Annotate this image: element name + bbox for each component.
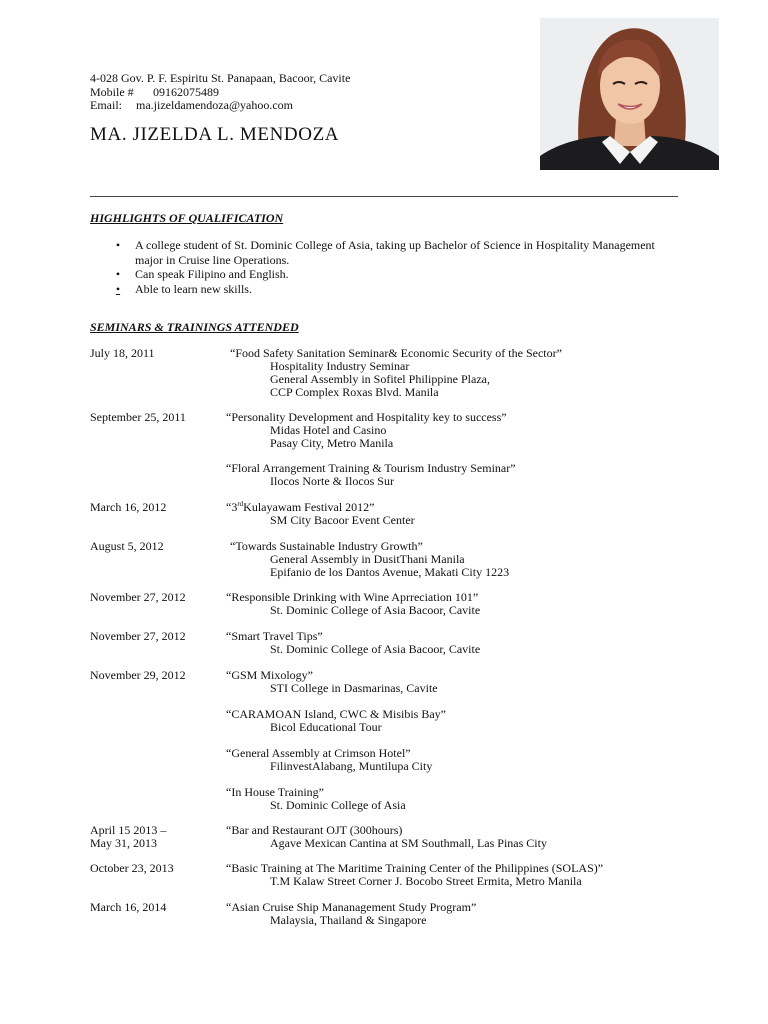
seminar-date: November 27, 2012 xyxy=(90,629,186,643)
seminar-details: St. Dominic College of Asia xyxy=(270,798,406,812)
seminar-date: November 29, 2012 xyxy=(90,668,186,682)
email-row xyxy=(90,99,350,113)
seminar-details: General Assembly in DusitThani Manila Epifanio de los Dantos Avenue, Makati City 1223 xyxy=(270,552,510,579)
bullet-icon: • xyxy=(115,267,121,281)
bullet-icon: • xyxy=(115,281,121,296)
seminar-details: SM City Bacoor Event Center xyxy=(270,513,415,527)
seminar-title: “Floral Arrangement Training & Tourism Industry Seminar” xyxy=(226,461,516,475)
seminar-title: “3rdKulayawam Festival 2012” xyxy=(226,500,375,514)
seminar-date: March 16, 2012 xyxy=(90,500,167,514)
seminar-title: “GSM Mixology” xyxy=(226,668,313,682)
seminar-date: September 25, 2011 xyxy=(90,410,186,424)
seminar-date: November 27, 2012 xyxy=(90,590,186,604)
seminars-heading: SEMINARS & TRAININGS ATTENDED xyxy=(90,320,299,334)
list-item: • A college student of St. Dominic College of Asia, taking up Bachelor of Science in Hospitality Management major in Cruise line Operations. xyxy=(112,238,672,267)
seminar-title: “Smart Travel Tips” xyxy=(226,629,323,643)
profile-photo xyxy=(540,18,719,170)
bullet-icon: • xyxy=(115,238,121,252)
mobile-row xyxy=(90,86,350,100)
seminar-title: “General Assembly at Crimson Hotel” xyxy=(226,746,411,760)
seminar-details: St. Dominic College of Asia Bacoor, Cavite xyxy=(270,642,481,656)
divider-line xyxy=(90,196,678,197)
seminar-details: St. Dominic College of Asia Bacoor, Cavite xyxy=(270,603,481,617)
seminar-details: Ilocos Norte & Ilocos Sur xyxy=(270,474,394,488)
address: 4-028 Gov. P. F. Espiritu St. Panapaan, Bacoor, Cavite xyxy=(90,71,351,85)
seminar-title: “Personality Development and Hospitality key to success” xyxy=(226,410,507,424)
seminar-title: “Bar and Restaurant OJT (300hours) xyxy=(226,823,403,837)
seminar-title: “Basic Training at The Maritime Training Center of the Philippines (SOLAS)” xyxy=(226,861,604,875)
seminar-details: STI College in Dasmarinas, Cavite xyxy=(270,681,438,695)
seminar-title: “CARAMOAN Island, CWC & Misibis Bay” xyxy=(226,707,446,721)
seminar-date: October 23, 2013 xyxy=(90,861,174,875)
email-address: ma.jizeldamendoza@yahoo.com xyxy=(136,98,293,112)
highlights-heading: HIGHLIGHTS OF QUALIFICATION xyxy=(90,211,284,225)
mobile-label: Mobile # xyxy=(90,84,134,99)
seminar-details: Hospitality Industry Seminar General Assembly in Sofitel Philippine Plaza, CCP Complex Roxas Blvd. Manila xyxy=(270,359,490,399)
contact-block xyxy=(90,72,350,113)
seminar-date: August 5, 2012 xyxy=(90,539,164,553)
seminar-title: “Asian Cruise Ship Mananagement Study Program” xyxy=(226,900,477,914)
applicant-name: MA. JIZELDA L. MENDOZA xyxy=(90,124,340,145)
seminar-details: Agave Mexican Cantina at SM Southmall, Las Pinas City xyxy=(270,836,547,850)
email-label: Email: xyxy=(90,98,122,112)
seminar-title: “In House Training” xyxy=(226,785,324,799)
seminar-title: “Responsible Drinking with Wine Aprreciation 101” xyxy=(226,590,479,604)
seminar-details: Midas Hotel and Casino Pasay City, Metro Manila xyxy=(270,423,394,450)
seminar-details: T.M Kalaw Street Corner J. Bocobo Street Ermita, Metro Manila xyxy=(270,874,582,888)
seminar-details: Malaysia, Thailand & Singapore xyxy=(270,913,427,927)
list-item: • Can speak Filipino and English. xyxy=(112,267,672,282)
list-item: • Able to learn new skills. xyxy=(112,282,672,297)
seminar-date: April 15 2013 – May 31, 2013 xyxy=(90,823,167,850)
seminar-date: March 16, 2014 xyxy=(90,900,167,914)
mobile-number: 09162075489 xyxy=(153,84,219,99)
seminar-details: Bicol Educational Tour xyxy=(270,720,382,734)
highlights-list xyxy=(112,238,672,296)
seminar-title: “Food Safety Sanitation Seminar& Economic Security of the Sector” xyxy=(230,346,562,360)
seminar-title: “Towards Sustainable Industry Growth” xyxy=(230,539,423,553)
seminar-details: FilinvestAlabang, Muntilupa City xyxy=(270,759,433,773)
seminar-date: July 18, 2011 xyxy=(90,346,155,360)
